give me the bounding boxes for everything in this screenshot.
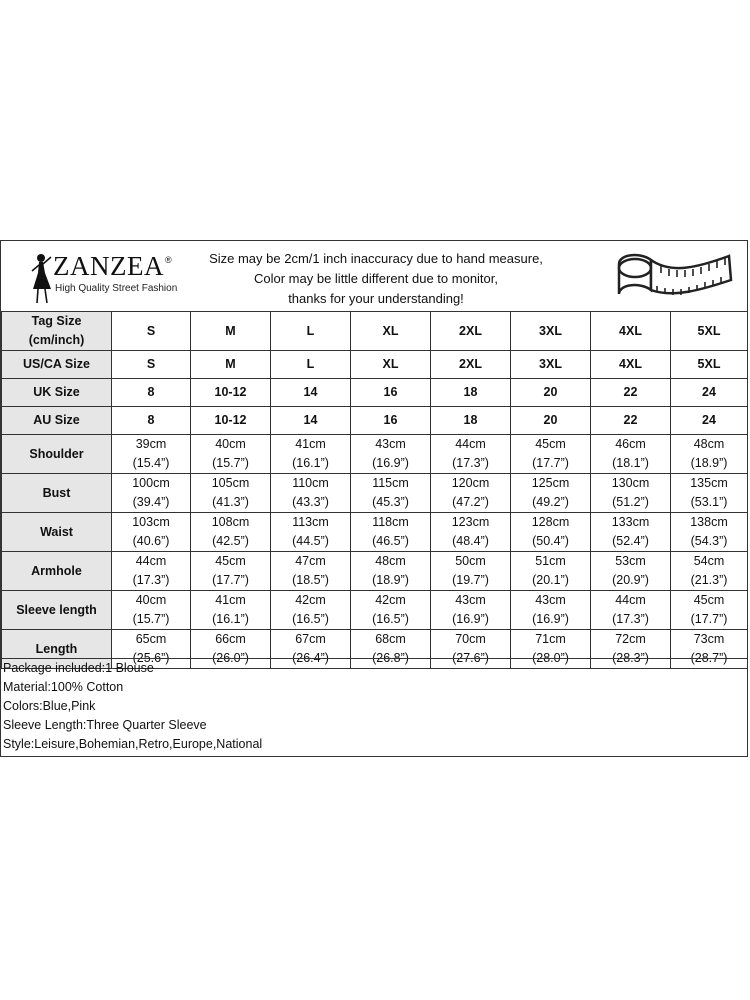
measurement-cell <box>351 474 431 513</box>
cm-value: 105cm <box>211 476 250 490</box>
measurement-cell <box>431 552 511 591</box>
measurement-cell <box>591 552 671 591</box>
measurement-cell <box>191 513 271 552</box>
measurement-cell <box>351 552 431 591</box>
row-label: UK Size <box>2 379 112 407</box>
measurement-cell <box>431 435 511 474</box>
cm-value: 133cm <box>611 515 650 529</box>
cm-value: 54cm <box>693 554 725 568</box>
size-cell: 8 <box>112 407 191 435</box>
size-cell: 2XL <box>431 312 511 351</box>
cm-value: 120cm <box>451 476 490 490</box>
size-cell: 24 <box>671 379 748 407</box>
size-cell: L <box>271 351 351 379</box>
inch-value: (17.3”) <box>452 456 489 470</box>
inch-value: (25.6”) <box>132 651 170 665</box>
measurement-cell <box>591 474 671 513</box>
notice-line: thanks for your understanding! <box>288 291 464 306</box>
size-cell: 16 <box>351 379 431 407</box>
inch-value: (16.1”) <box>212 612 249 626</box>
measurement-cell <box>271 474 351 513</box>
measurement-cell <box>271 435 351 474</box>
inch-value: (21.3”) <box>690 573 728 587</box>
inch-value: (15.7”) <box>132 612 170 626</box>
cm-value: 53cm <box>615 554 646 568</box>
cm-value: 123cm <box>451 515 490 529</box>
inch-value: (53.1”) <box>690 495 728 509</box>
inch-value: (19.7”) <box>452 573 489 587</box>
size-cell: 14 <box>271 407 351 435</box>
inch-value: (44.5”) <box>292 534 329 548</box>
cm-value: 66cm <box>215 632 246 646</box>
cm-value: 42cm <box>295 593 326 607</box>
inch-value: (45.3”) <box>372 495 409 509</box>
inch-value: (20.9”) <box>612 573 649 587</box>
measurement-cell <box>671 435 748 474</box>
measurement-cell <box>511 513 591 552</box>
cm-value: 138cm <box>690 515 728 529</box>
size-cell: 5XL <box>671 312 748 351</box>
measurement-cell <box>112 591 191 630</box>
brand-logo <box>29 249 189 305</box>
measurement-cell <box>511 552 591 591</box>
size-cell: S <box>112 312 191 351</box>
row-label: Length <box>2 630 112 669</box>
inch-value: (18.1”) <box>612 456 649 470</box>
registered-mark: ® <box>165 255 172 265</box>
measurement-cell <box>591 435 671 474</box>
cm-value: 108cm <box>211 515 250 529</box>
cm-value: 43cm <box>455 593 486 607</box>
size-cell: 24 <box>671 407 748 435</box>
cm-value: 68cm <box>375 632 406 646</box>
inch-value: (51.2”) <box>612 495 649 509</box>
uk-size-row <box>2 379 748 407</box>
inch-value: (16.9”) <box>532 612 569 626</box>
notice-line: Color may be little different due to monitor, <box>254 271 498 286</box>
size-cell: M <box>191 351 271 379</box>
measuring-tape-icon <box>611 246 736 308</box>
cm-value: 67cm <box>295 632 326 646</box>
inch-value: (26.4”) <box>292 651 329 665</box>
measurement-row <box>2 552 748 591</box>
measurement-cell <box>351 591 431 630</box>
measurement-notice <box>191 249 561 309</box>
cm-value: 70cm <box>455 632 486 646</box>
size-cell: S <box>112 351 191 379</box>
size-cell: 3XL <box>511 312 591 351</box>
inch-value: (16.9”) <box>452 612 489 626</box>
size-cell: M <box>191 312 271 351</box>
row-label <box>2 312 112 351</box>
measurement-cell <box>271 552 351 591</box>
measurement-cell <box>271 591 351 630</box>
brand-tagline: High Quality Street Fashion <box>55 283 178 294</box>
cm-value: 100cm <box>132 476 170 490</box>
measurement-cell <box>431 474 511 513</box>
measurement-cell <box>191 474 271 513</box>
cm-value: 115cm <box>372 476 409 490</box>
inch-value: (52.4”) <box>612 534 649 548</box>
product-notes <box>1 658 747 756</box>
inch-value: (18.5”) <box>292 573 329 587</box>
size-cell: 22 <box>591 379 671 407</box>
inch-value: (15.4”) <box>132 456 170 470</box>
cm-value: 41cm <box>295 437 326 451</box>
row-label-line: (cm/inch) <box>28 333 85 347</box>
cm-value: 40cm <box>215 437 246 451</box>
measurement-row <box>2 435 748 474</box>
size-cell: 2XL <box>431 351 511 379</box>
measurement-row <box>2 474 748 513</box>
inch-value: (48.4”) <box>452 534 489 548</box>
measurement-row <box>2 513 748 552</box>
cm-value: 125cm <box>531 476 570 490</box>
size-cell: 20 <box>511 407 591 435</box>
measurement-cell <box>671 552 748 591</box>
inch-value: (16.5”) <box>372 612 409 626</box>
size-cell: XL <box>351 312 431 351</box>
cm-value: 39cm <box>135 437 167 451</box>
note-line: Style:Leisure,Bohemian,Retro,Europe,National <box>3 737 263 751</box>
tag-size-row <box>2 312 748 351</box>
inch-value: (16.5”) <box>292 612 329 626</box>
inch-value: (17.7”) <box>532 456 569 470</box>
inch-value: (26.0”) <box>212 651 249 665</box>
note-line: Colors:Blue,Pink <box>3 699 96 713</box>
size-cell: 8 <box>112 379 191 407</box>
inch-value: (54.3”) <box>690 534 728 548</box>
inch-value: (28.3”) <box>612 651 649 665</box>
size-cell: 18 <box>431 407 511 435</box>
measurement-cell <box>191 552 271 591</box>
inch-value: (43.3”) <box>292 495 329 509</box>
inch-value: (26.8”) <box>372 651 409 665</box>
inch-value: (18.9”) <box>372 573 409 587</box>
cm-value: 48cm <box>693 437 725 451</box>
cm-value: 65cm <box>135 632 167 646</box>
cm-value: 72cm <box>615 632 646 646</box>
note-line: Sleeve Length:Three Quarter Sleeve <box>3 718 207 732</box>
size-cell: 18 <box>431 379 511 407</box>
inch-value: (28.7”) <box>690 651 728 665</box>
cm-value: 113cm <box>292 515 329 529</box>
cm-value: 45cm <box>215 554 246 568</box>
inch-value: (15.7”) <box>212 456 249 470</box>
size-cell: L <box>271 312 351 351</box>
cm-value: 44cm <box>455 437 486 451</box>
measurement-cell <box>351 513 431 552</box>
size-cell: 4XL <box>591 351 671 379</box>
measurement-cell <box>511 591 591 630</box>
cm-value: 40cm <box>135 593 167 607</box>
inch-value: (18.9”) <box>690 456 728 470</box>
row-label: Bust <box>2 474 112 513</box>
row-label: Shoulder <box>2 435 112 474</box>
measurement-cell <box>112 435 191 474</box>
row-label: Sleeve length <box>2 591 112 630</box>
measurement-cell <box>431 513 511 552</box>
cm-value: 44cm <box>615 593 646 607</box>
measurement-cell <box>591 591 671 630</box>
measurement-cell <box>271 513 351 552</box>
cm-value: 47cm <box>295 554 326 568</box>
size-cell: 14 <box>271 379 351 407</box>
size-cell: 10-12 <box>191 407 271 435</box>
size-cell: 22 <box>591 407 671 435</box>
measurement-cell <box>671 591 748 630</box>
row-label: US/CA Size <box>2 351 112 379</box>
inch-value: (40.6”) <box>132 534 170 548</box>
cm-value: 43cm <box>535 593 566 607</box>
cm-value: 46cm <box>615 437 646 451</box>
note-line: Material:100% Cotton <box>3 680 124 694</box>
measurement-cell <box>112 474 191 513</box>
note-line: Package included:1 Blouse <box>3 661 154 675</box>
cm-value: 44cm <box>135 554 167 568</box>
cm-value: 45cm <box>693 593 725 607</box>
measurement-cell <box>112 513 191 552</box>
inch-value: (39.4”) <box>132 495 170 509</box>
inch-value: (27.6”) <box>452 651 489 665</box>
measurement-cell <box>351 435 431 474</box>
size-cell: 3XL <box>511 351 591 379</box>
measurement-cell <box>591 513 671 552</box>
inch-value: (17.3”) <box>132 573 170 587</box>
cm-value: 130cm <box>611 476 650 490</box>
chart-header <box>1 241 747 312</box>
inch-value: (41.3”) <box>212 495 249 509</box>
cm-value: 110cm <box>292 476 329 490</box>
dress-figure-icon <box>29 249 55 305</box>
size-cell: XL <box>351 351 431 379</box>
row-label: Armhole <box>2 552 112 591</box>
inch-value: (16.9”) <box>372 456 409 470</box>
inch-value: (49.2”) <box>532 495 569 509</box>
size-cell: 4XL <box>591 312 671 351</box>
cm-value: 135cm <box>690 476 728 490</box>
size-cell: 10-12 <box>191 379 271 407</box>
measurement-cell <box>671 474 748 513</box>
cm-value: 43cm <box>375 437 406 451</box>
measurement-cell <box>112 552 191 591</box>
inch-value: (16.1”) <box>292 456 329 470</box>
cm-value: 71cm <box>535 632 566 646</box>
measurement-cell <box>431 591 511 630</box>
cm-value: 48cm <box>375 554 406 568</box>
size-cell: 16 <box>351 407 431 435</box>
inch-value: (28.0”) <box>532 651 569 665</box>
cm-value: 51cm <box>535 554 566 568</box>
inch-value: (17.7”) <box>690 612 728 626</box>
cm-value: 118cm <box>372 515 409 529</box>
size-cell: 20 <box>511 379 591 407</box>
us-ca-size-row <box>2 351 748 379</box>
inch-value: (17.3”) <box>612 612 649 626</box>
inch-value: (46.5”) <box>372 534 409 548</box>
size-chart <box>0 240 748 757</box>
inch-value: (50.4”) <box>532 534 569 548</box>
measurement-cell <box>511 474 591 513</box>
row-label: AU Size <box>2 407 112 435</box>
au-size-row <box>2 407 748 435</box>
size-table <box>1 311 748 669</box>
cm-value: 73cm <box>693 632 725 646</box>
cm-value: 41cm <box>215 593 246 607</box>
inch-value: (42.5”) <box>212 534 249 548</box>
cm-value: 50cm <box>455 554 486 568</box>
notice-line: Size may be 2cm/1 inch inaccuracy due to hand measure, <box>209 251 543 266</box>
cm-value: 45cm <box>535 437 566 451</box>
row-label: Waist <box>2 513 112 552</box>
measurement-row <box>2 591 748 630</box>
measurement-cell <box>671 513 748 552</box>
measurement-cell <box>191 591 271 630</box>
cm-value: 128cm <box>531 515 570 529</box>
inch-value: (20.1”) <box>532 573 569 587</box>
measurement-cell <box>191 435 271 474</box>
row-label-line: Tag Size <box>31 314 82 328</box>
inch-value: (17.7”) <box>212 573 249 587</box>
cm-value: 103cm <box>132 515 170 529</box>
measurement-cell <box>511 435 591 474</box>
cm-value: 42cm <box>375 593 406 607</box>
inch-value: (47.2”) <box>452 495 489 509</box>
brand-name: ZANZEA <box>53 251 164 281</box>
size-cell: 5XL <box>671 351 748 379</box>
